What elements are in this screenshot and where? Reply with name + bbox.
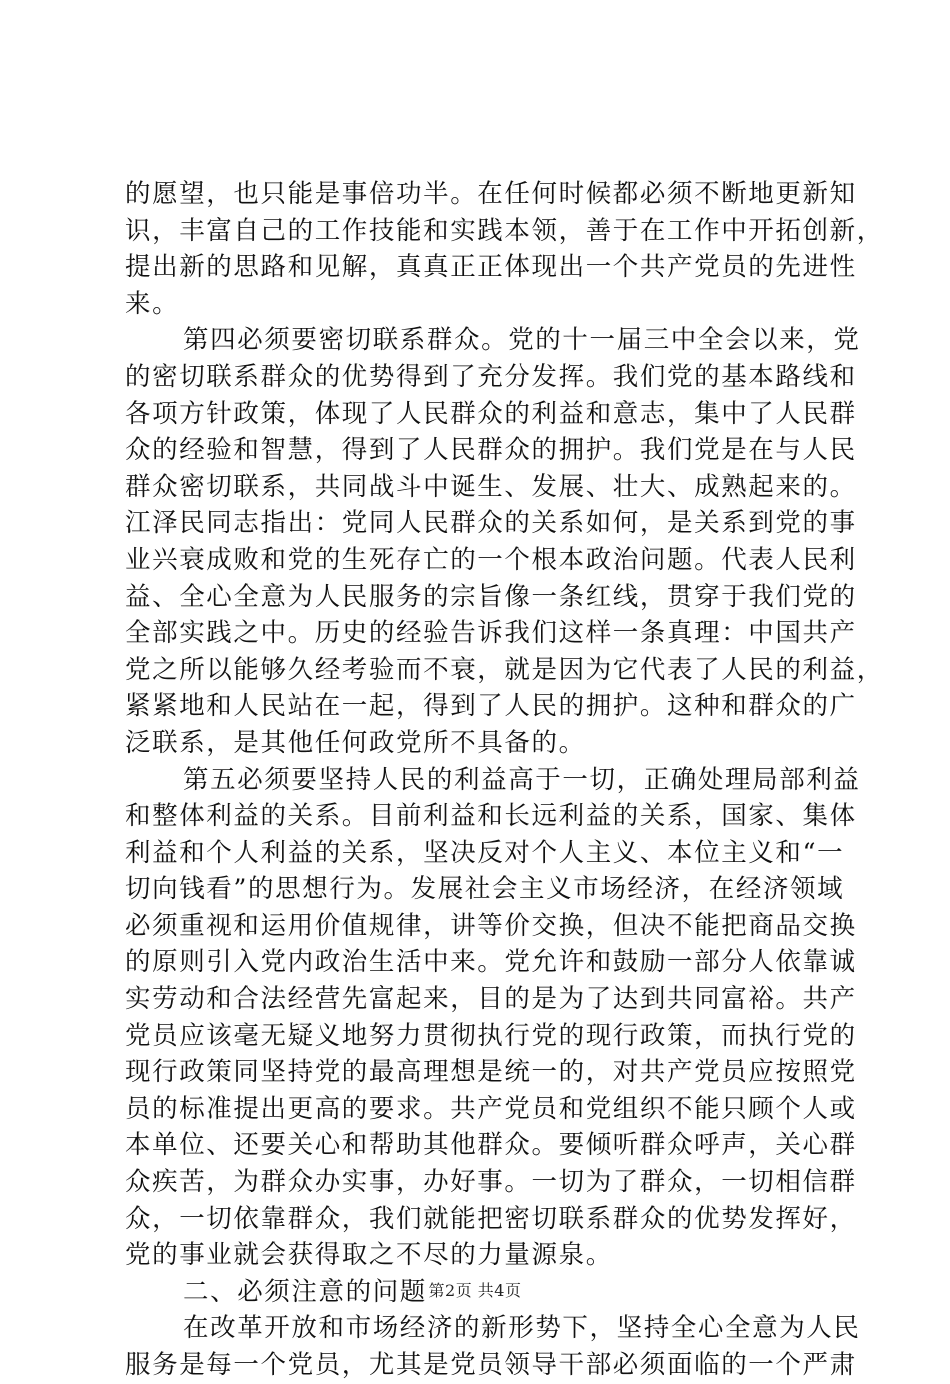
page-number-footer: 第2页 共4页 (428, 1281, 522, 1300)
text-line: 党之所以能够久经考验而不衰，就是因为它代表了人民的利益， (125, 654, 884, 685)
section-heading: 二、必须注意的问题 (183, 1276, 427, 1307)
body-text (125, 176, 884, 1384)
text-line: 群众密切联系，共同战斗中诞生、发展、壮大、成熟起来的。 (125, 471, 857, 502)
text-line: 党员应该毫无疑义地努力贯彻执行党的现行政策，而执行党的 (125, 1020, 857, 1051)
text-line: 业兴衰成败和党的生死存亡的一个根本政治问题。代表人民利 (125, 544, 857, 575)
text-line: 党的事业就会获得取之不尽的力量源泉。 (125, 1240, 613, 1271)
text-line: 利益和个人利益的关系，坚决反对个人主义、本位主义和“一 (125, 837, 845, 868)
text-line: 众疾苦，为群众办实事，办好事。一切为了群众，一切相信群 (125, 1167, 857, 1198)
text-line: 各项方针政策，体现了人民群众的利益和意志，集中了人民群 (125, 398, 857, 429)
text-line: 江泽民同志指出：党同人民群众的关系如何，是关系到党的事 (125, 508, 857, 539)
text-line: 全部实践之中。历史的经验告诉我们这样一条真理：中国共产 (125, 618, 857, 649)
text-line: 和整体利益的关系。目前利益和长远利益的关系，国家、集体 (125, 801, 857, 832)
text-line: 服务是每一个党员，尤其是党员领导干部必须面临的一个严肃 (125, 1350, 857, 1380)
paragraph-start-line: 第五必须要坚持人民的利益高于一切，正确处理局部利益 (183, 764, 861, 795)
text-line: 紧紧地和人民站在一起，得到了人民的拥护。这种和群众的广 (125, 691, 857, 722)
text-line: 泛联系，是其他任何政党所不具备的。 (125, 727, 586, 758)
text-line: 益、全心全意为人民服务的宗旨像一条红线，贯穿于我们党的 (125, 581, 857, 612)
text-line: 现行政策同坚持党的最高理想是统一的，对共产党员应按照党 (125, 1057, 857, 1088)
paragraph-start-line: 第四必须要密切联系群众。党的十一届三中全会以来，党 (183, 325, 861, 356)
paragraph-start-line: 在改革开放和市场经济的新形势下，坚持全心全意为人民 (183, 1313, 861, 1344)
text-line: 来。 (125, 288, 180, 319)
text-line: 的愿望，也只能是事倍功半。在任何时候都必须不断地更新知 (125, 179, 857, 209)
text-line: 本单位、还要关心和帮助其他群众。要倾听群众呼声，关心群 (125, 1130, 857, 1161)
text-line: 员的标准提出更高的要求。共产党员和党组织不能只顾个人或 (125, 1093, 857, 1124)
text-line: 众的经验和智慧，得到了人民群众的拥护。我们党是在与人民 (125, 435, 857, 466)
text-line: 众，一切依靠群众，我们就能把密切联系群众的优势发挥好， (125, 1203, 857, 1234)
text-line: 切向钱看”的思想行为。发展社会主义市场经济，在经济领域 (125, 874, 845, 905)
text-line: 提出新的思路和见解，真真正正体现出一个共产党员的先进性 (125, 252, 857, 283)
text-line: 实劳动和合法经营先富起来，目的是为了达到共同富裕。共产 (125, 984, 857, 1015)
text-line: 必须重视和运用价值规律，讲等价交换，但决不能把商品交换 (125, 910, 857, 941)
text-line: 的密切联系群众的优势得到了充分发挥。我们党的基本路线和 (125, 361, 857, 392)
text-line: 的原则引入党内政治生活中来。党允许和鼓励一部分人依靠诚 (125, 947, 857, 978)
text-line: 识，丰富自己的工作技能和实践本领，善于在工作中开拓创新， (125, 215, 884, 246)
